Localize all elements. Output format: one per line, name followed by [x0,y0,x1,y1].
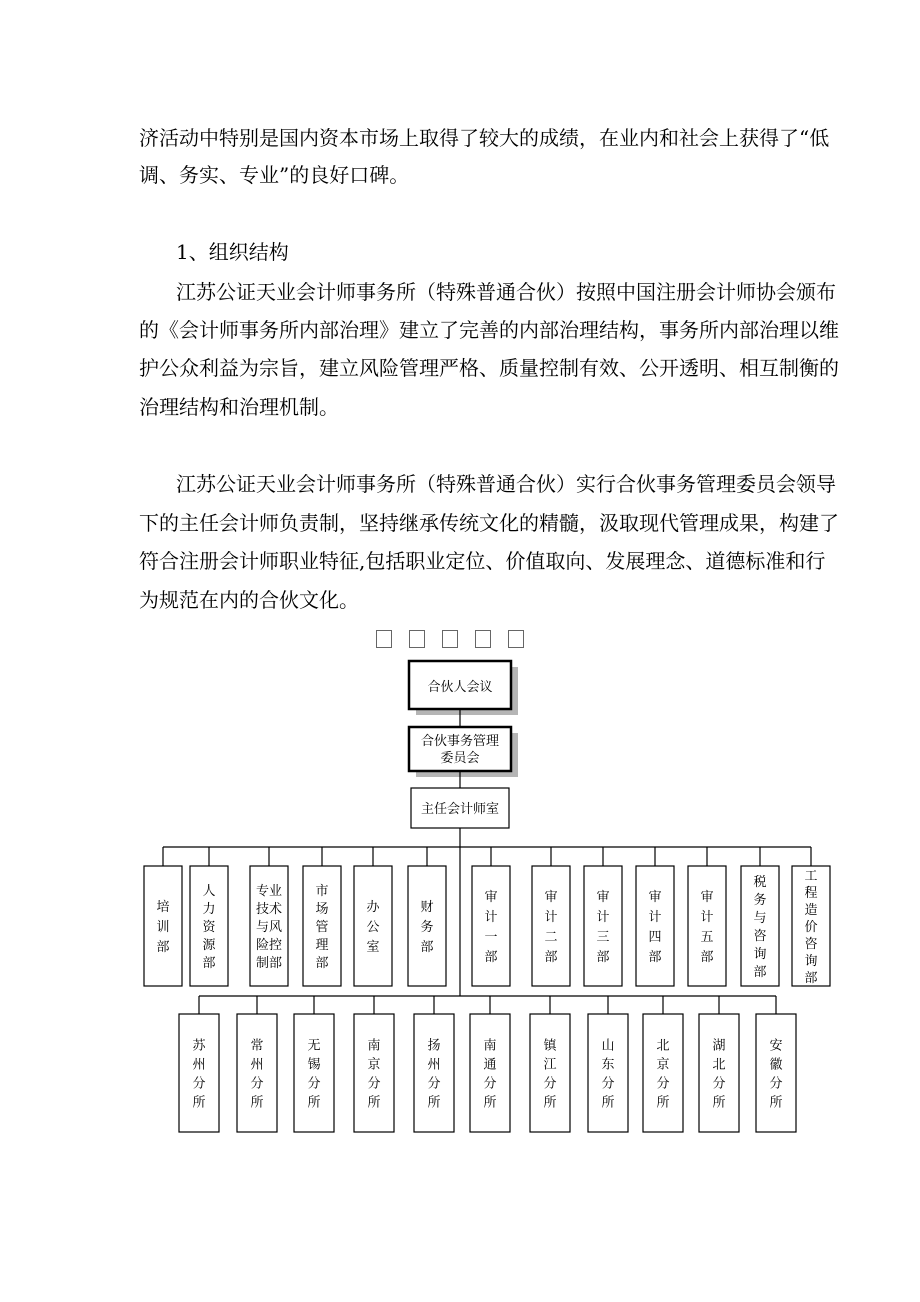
department-label-char: 审 [544,890,558,905]
department-label-char: 与风 [255,920,283,935]
department-label-char: 办 [366,900,380,915]
paragraph-3-line-2: 下的主任会计师负责制，坚持继承传统文化的精髓，汲取现代管理成果，构建了 [139,511,839,535]
department-label-char: 部 [804,971,818,986]
branch-label-char: 所 [601,1095,615,1111]
department-label-char: 人 [202,884,216,899]
branch-label-char: 苏 [192,1038,206,1054]
branch-label-char: 州 [192,1057,206,1073]
branch-label-char: 通 [483,1057,497,1073]
branch-label-char: 州 [250,1057,264,1073]
branch-label-char: 分 [250,1076,264,1092]
department-label-char: 咨 [804,937,818,952]
department-label-char: 工 [804,869,818,884]
branch-label-char: 山 [601,1038,615,1054]
department-label-char: 部 [315,956,329,971]
department-label-char: 部 [544,950,558,965]
paragraph-3-line-1: 江苏公证天业会计师事务所（特殊普通合伙）实行合伙事务管理委员会领导 [176,472,836,496]
department-label-char: 源 [202,938,216,953]
branch-box [470,1014,510,1132]
branch-label-char: 分 [769,1076,783,1092]
branch-label-char: 分 [192,1076,206,1092]
branch-label-char: 所 [656,1095,670,1111]
department-label-char: 三 [596,930,610,945]
branch-label-char: 南 [367,1038,381,1054]
department-label-char: 部 [202,956,216,971]
department-label-char: 咨 [753,929,767,944]
branch-label-char: 分 [483,1076,497,1092]
department-label-char: 市 [315,884,329,899]
paragraph-2-line-4: 治理结构和治理机制。 [139,395,339,419]
department-label-char: 专业 [255,884,283,899]
department-label-char: 部 [596,950,610,965]
branch-label-char: 京 [367,1057,381,1073]
paragraph-2-line-3: 护公众利益为宗旨，建立风险管理严格、质量控制有效、公开透明、相互制衡的 [139,356,839,380]
department-label-char: 力 [202,902,216,917]
department-label-char: 审 [484,890,498,905]
branch-label-char: 东 [601,1057,615,1073]
department-label-char: 理 [315,938,329,953]
department-label-char: 险控 [255,938,283,953]
branch-label-char: 北 [712,1057,726,1073]
department-label-char: 务 [420,920,434,935]
branch-label-char: 所 [367,1095,381,1111]
paragraph-2-line-1: 江苏公证天业会计师事务所（特殊普通合伙）按照中国注册会计师协会颁布 [176,280,836,304]
branch-box [354,1014,394,1132]
department-label-char: 一 [484,930,498,945]
branch-label-char: 分 [307,1076,321,1092]
branch-label-char: 分 [367,1076,381,1092]
department-label-char: 部 [700,950,714,965]
branch-label-char: 分 [656,1076,670,1092]
branch-box [530,1014,570,1132]
node-management-committee-label-1: 合伙事务管理 [420,734,500,749]
department-label-char: 计 [484,910,498,925]
paragraph-1-line-1: 济活动中特别是国内资本市场上取得了较大的成绩，在业内和社会上获得了“低 [139,126,830,150]
department-label-char: 询 [753,947,767,962]
branch-label-char: 所 [483,1095,497,1111]
branch-label-char: 所 [192,1095,206,1111]
node-chief-accountant-office-label: 主任会计师室 [420,802,500,817]
department-label-char: 场 [315,902,329,917]
branch-label-char: 湖 [712,1038,726,1054]
branch-label-char: 常 [250,1038,264,1054]
department-label-char: 室 [366,940,380,955]
department-label-char: 训 [156,920,170,935]
department-label-char: 技术 [255,902,283,917]
branch-box [756,1014,796,1132]
branch-box [179,1014,219,1132]
branch-label-char: 所 [427,1095,441,1111]
department-label-char: 管 [315,920,329,935]
department-label-char: 公 [366,920,380,935]
department-label-char: 计 [700,910,714,925]
department-label-char: 计 [596,910,610,925]
node-management-committee-label-2: 委员会 [440,751,480,766]
department-label-char: 培 [156,900,170,915]
paragraph-2-line-2: 的《会计师事务所内部治理》建立了完善的内部治理结构，事务所内部治理以维 [139,318,839,342]
branch-label-char: 扬 [427,1038,441,1054]
branch-box [699,1014,739,1132]
department-box [472,866,510,986]
department-label-char: 价 [804,920,818,935]
branch-box [237,1014,277,1132]
department-label-char: 程 [804,886,818,901]
branch-box [588,1014,628,1132]
branch-label-char: 所 [769,1095,783,1111]
branch-label-char: 所 [307,1095,321,1111]
department-label-char: 部 [156,940,170,955]
branch-label-char: 锡 [307,1057,321,1073]
department-label-char: 询 [804,954,818,969]
branch-box [294,1014,334,1132]
node-partners-meeting-label: 合伙人会议 [427,680,493,695]
department-label-char: 计 [544,910,558,925]
branch-box [643,1014,683,1132]
department-box [532,866,570,986]
department-label-char: 税 [753,875,767,890]
department-box [584,866,622,986]
branch-label-char: 分 [712,1076,726,1092]
department-label-char: 务 [753,893,767,908]
branch-label-char: 无 [307,1038,321,1054]
branch-label-char: 分 [601,1076,615,1092]
department-label-char: 五 [700,930,714,945]
department-label-char: 制部 [255,956,283,971]
department-label-char: 部 [484,950,498,965]
department-label-char: 与 [753,911,767,926]
department-label-char: 部 [420,940,434,955]
branch-label-char: 徽 [769,1057,783,1073]
department-label-char: 审 [648,890,662,905]
branch-label-char: 州 [427,1057,441,1073]
department-label-char: 造 [804,903,818,918]
department-label-char: 四 [648,930,662,945]
department-label-char: 部 [753,965,767,980]
branch-label-char: 所 [543,1095,557,1111]
branch-label-char: 南 [483,1038,497,1054]
department-label-char: 财 [420,900,434,915]
branch-label-char: 京 [656,1057,670,1073]
department-label-char: 计 [648,910,662,925]
department-label-char: 资 [202,920,216,935]
branch-label-char: 分 [543,1076,557,1092]
section-heading: 1、组织结构 [176,240,289,264]
department-box [636,866,674,986]
branch-label-char: 分 [427,1076,441,1092]
branch-label-char: 江 [543,1057,557,1073]
paragraph-1-line-2: 调、务实、专业”的良好口碑。 [139,163,410,187]
department-label-char: 二 [544,930,558,945]
department-label-char: 审 [700,890,714,905]
department-label-char: 部 [648,950,662,965]
branch-box [414,1014,454,1132]
paragraph-3-line-4: 为规范在内的合伙文化。 [139,588,359,612]
paragraph-3-line-3: 符合注册会计师职业特征,包括职业定位、价值取向、发展理念、道德标准和行 [139,549,826,573]
department-box [688,866,726,986]
department-label-char: 审 [596,890,610,905]
branch-label-char: 安 [769,1038,783,1054]
branch-label-char: 所 [712,1095,726,1111]
branch-label-char: 所 [250,1095,264,1111]
branch-label-char: 镇 [543,1038,557,1054]
branch-label-char: 北 [656,1038,670,1054]
